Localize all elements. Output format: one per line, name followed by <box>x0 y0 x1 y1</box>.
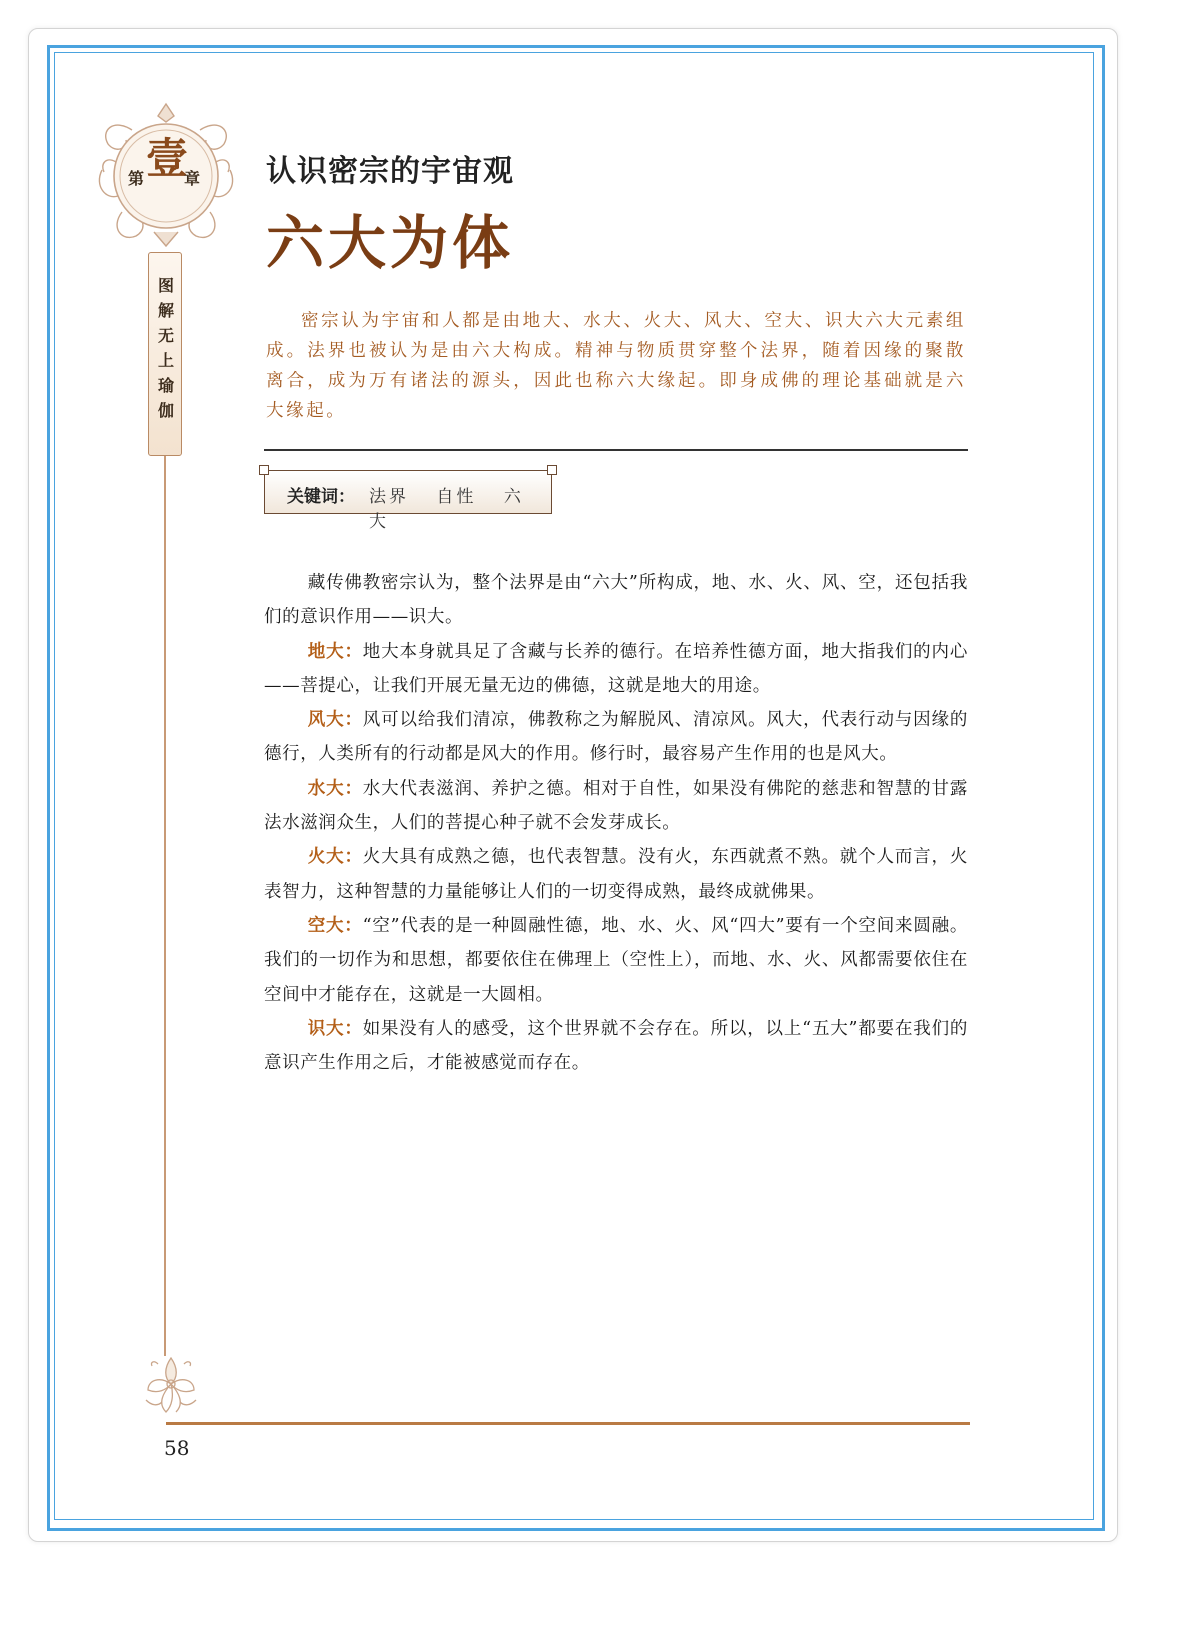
abstract-divider <box>264 449 968 451</box>
chapter-suffix: 章 <box>184 169 201 188</box>
term-description: 水大代表滋润、养护之德。相对于自性，如果没有佛陀的慈悲和智慧的甘露法水滋润众生，人们的菩提心种子就不会发芽成长。 <box>264 778 968 834</box>
keyword-item: 六大 <box>369 487 524 532</box>
footer-rule <box>166 1422 970 1425</box>
keywords-label: 关键词： <box>287 487 355 507</box>
chapter-prefix: 第 <box>128 169 145 188</box>
lotus-ornament-icon <box>138 1350 204 1420</box>
term-label: 地大： <box>307 641 363 662</box>
body-text <box>264 566 968 1080</box>
intro-paragraph: 藏传佛教密宗认为，整个法界是由“六大”所构成，地、水、火、风、空，还包括我们的意识作用——识大。 <box>264 573 968 628</box>
term-description: 风可以给我们清凉，佛教称之为解脱风、清凉风。风大，代表行动与因缘的德行，人类所有的行动都是风大的作用。修行时，最容易产生作用的也是风大。 <box>264 710 968 765</box>
term-description: “空”代表的是一种圆融性德，地、水、火、风“四大”要有一个空间来圆融。我们的一切作为和思想，都要依住在佛理上（空性上），而地、水、火、风都需要依住在空间中才能存在，这就是一大圆相。 <box>264 915 968 1005</box>
chapter-number: 壹 <box>145 134 188 183</box>
term-description: 火大具有成熟之德，也代表智慧。没有火，东西就煮不熟。就个人而言，火表智力，这种智慧的力量能够让人们的一切变得成熟，最终成就佛果。 <box>264 847 968 902</box>
term-label: 识大： <box>307 1018 363 1039</box>
body-paragraph-fire <box>264 840 968 909</box>
term-description: 地大本身就具足了含藏与长养的德行。在培养性德方面，地大指我们的内心——菩提心，让我们开展无量无边的佛德，这就是地大的用途。 <box>264 641 968 696</box>
side-vertical-line <box>164 456 166 1356</box>
term-label: 空大： <box>307 915 363 936</box>
side-book-label-text: 图解无上瑜伽 <box>155 277 175 427</box>
keywords-box <box>264 470 552 532</box>
abstract-paragraph: 密宗认为宇宙和人都是由地大、水大、火大、风大、空大、识大六大元素组成。法界也被认为是由六大构成。精神与物质贯穿整个法界，随着因缘的聚散离合，成为万有诸法的源头，因此也称六大缘起。即身成佛的理论基础就是六大缘起。 <box>266 311 966 421</box>
body-paragraph-consciousness <box>264 1012 968 1081</box>
term-label: 风大： <box>307 710 363 731</box>
keywords-list <box>369 482 551 532</box>
keyword-item: 自性 <box>436 487 477 507</box>
term-label: 火大： <box>307 847 363 868</box>
page-number: 58 <box>164 1436 190 1460</box>
side-book-label <box>148 252 182 456</box>
section-title: 六大为体 <box>266 209 515 277</box>
body-paragraph-space <box>264 909 968 1012</box>
body-paragraph-water <box>264 772 968 841</box>
section-subtitle: 认识密宗的宇宙观 <box>266 154 514 189</box>
body-paragraph-wind <box>264 703 968 772</box>
body-paragraph-earth <box>264 635 968 704</box>
term-description: 如果没有人的感受，这个世界就不会存在。所以，以上“五大”都要在我们的意识产生作用之后，才能被感觉而存在。 <box>264 1018 968 1074</box>
term-label: 水大： <box>307 778 363 799</box>
keyword-item: 法界 <box>369 487 409 507</box>
